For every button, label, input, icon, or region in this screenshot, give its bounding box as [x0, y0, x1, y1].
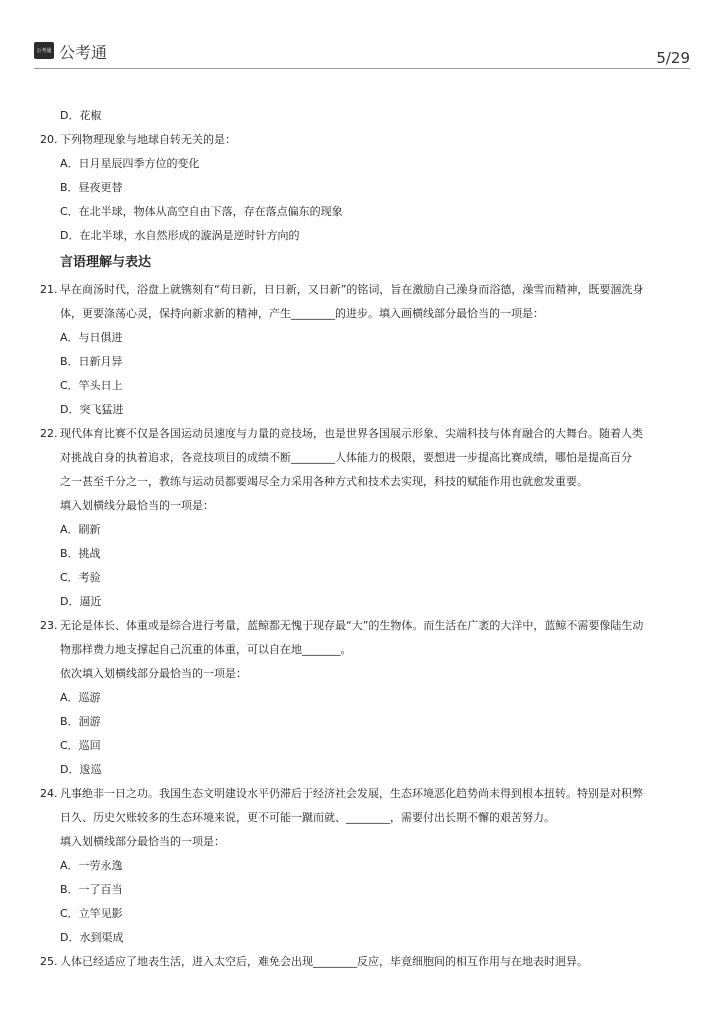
- answer-option: B．昼夜更替: [60, 181, 123, 194]
- answer-option: B．挑战: [60, 547, 101, 560]
- question-number: 23.: [40, 619, 58, 632]
- question-text-continued: 对挑战自身的执着追求，各竞技项目的成绩不断________人体能力的极限，要想进一步提高比赛成绩，哪怕是提高百分: [60, 451, 632, 464]
- question-line: [40, 614, 688, 638]
- answer-option: D．水到渠成: [60, 931, 124, 944]
- question-text: 凡事绝非一日之功。我国生态文明建设水平仍滞后于经济社会发展，生态环境恶化趋势尚未得到根本扭转。特别是对积弊: [60, 787, 643, 800]
- question-text-continued: 之一甚至千分之一，教练与运动员都要竭尽全力采用各种方式和技术去实现，科技的赋能作用也就愈发重要。: [60, 475, 588, 488]
- answer-option: D．在北半球，水自然形成的漩涡是逆时针方向的: [60, 229, 300, 242]
- answer-option: B．日新月异: [60, 355, 123, 368]
- answer-option: B．一了百当: [60, 883, 123, 896]
- section-heading: 言语理解与表达: [60, 255, 152, 270]
- question-line: [40, 422, 688, 446]
- logo-text: 公考通: [59, 43, 108, 62]
- answer-option: A．与日俱进: [60, 331, 123, 344]
- question-number: 22.: [40, 427, 58, 440]
- question-number: 21.: [40, 283, 58, 296]
- answer-option: B．洄游: [60, 715, 101, 728]
- header-divider: [34, 68, 690, 69]
- question-text-continued: 填入划横线分最恰当的一项是：: [60, 499, 214, 512]
- question-text-continued: 依次填入划横线部分最恰当的一项是：: [60, 667, 247, 680]
- question-text: 现代体育比赛不仅是各国运动员速度与力量的竞技场，也是世界各国展示形象、尖端科技与体育融合的大舞台。随着人类: [60, 427, 643, 440]
- question-text: 下列物理现象与地球自转无关的是：: [60, 133, 236, 146]
- document-body: [40, 104, 688, 974]
- answer-option: C．在北半球，物体从高空自由下落，存在落点偏东的现象: [60, 205, 343, 218]
- question-line: [40, 278, 688, 302]
- answer-option: D．突飞猛进: [60, 403, 124, 416]
- answer-option: C．竿头日上: [60, 379, 123, 392]
- question-number: 20.: [40, 133, 58, 146]
- question-line: [40, 950, 688, 974]
- question-text-continued: 物那样费力地支撑起自己沉重的体重，可以自在地_______。: [60, 643, 352, 656]
- answer-option: C．考验: [60, 571, 101, 584]
- question-number: 24.: [40, 787, 58, 800]
- question-text-continued: 填入划横线部分最恰当的一项是：: [60, 835, 225, 848]
- answer-option: C．巡回: [60, 739, 101, 752]
- logo-icon: 公考通: [34, 42, 54, 59]
- question-line: [40, 128, 688, 152]
- question-text: 早在商汤时代，浴盘上就镌刻有“苟日新，日日新，又日新”的铭词，旨在激励自己澡身而浴德，澡雪而精神，既要涸洗身: [60, 283, 644, 296]
- answer-option: A．巡游: [60, 691, 101, 704]
- answer-option: A．一劳永逸: [60, 859, 123, 872]
- answer-option: A．刷新: [60, 523, 101, 536]
- answer-option: A．日月星辰四季方位的变化: [60, 157, 200, 170]
- question-text: 人体已经适应了地表生活，进入太空后，难免会出现________反应，毕竟细胞间的相互作用与在地表时迥异。: [60, 955, 588, 968]
- page-number: 5/29: [656, 49, 690, 67]
- answer-option: D．花椒: [60, 109, 102, 122]
- page-header: [34, 40, 690, 70]
- question-number: 25.: [40, 955, 58, 968]
- answer-option: D．逡巡: [60, 763, 102, 776]
- answer-option: D．逼近: [60, 595, 102, 608]
- question-text: 无论是体长、体重或是综合进行考量，蓝鲸都无愧于现存最“大”的生物体。而生活在广袤的大洋中，蓝鲸不需要像陆生动: [60, 619, 644, 632]
- question-text-continued: 日久、历史欠账较多的生态环境来说，更不可能一蹴而就、________，需要付出长期不懈的艰苦努力。: [60, 811, 555, 824]
- answer-option: C．立竿见影: [60, 907, 123, 920]
- question-line: [40, 782, 688, 806]
- question-text-continued: 体，更要涤荡心灵，保持向新求新的精神，产生________的进步。填入画横线部分最恰当的一项是：: [60, 307, 544, 320]
